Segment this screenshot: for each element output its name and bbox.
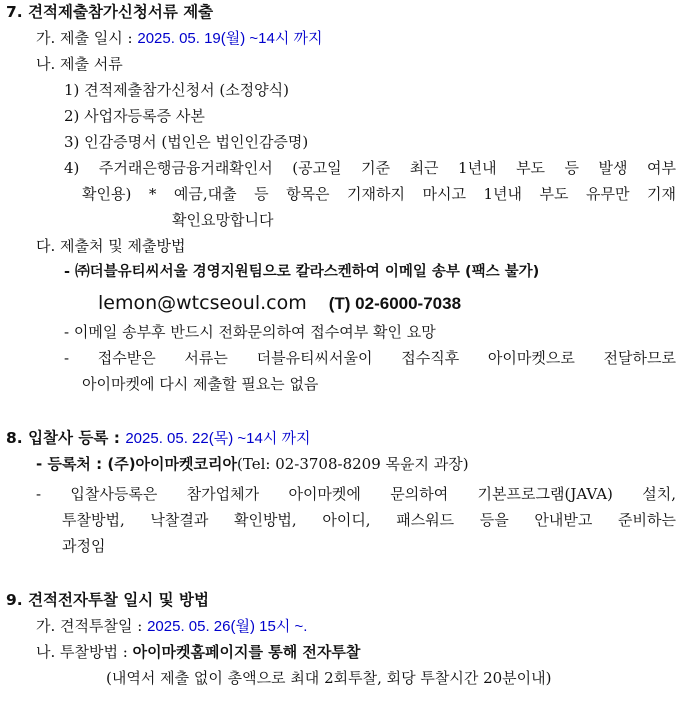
s8-register-place: - 등록처 : (주)아이마켓코리아 xyxy=(36,455,237,473)
s8-desc-2: 투찰방법, 낙찰결과 확인방법, 아이디, 패스워드 등을 안내받고 준비하는 xyxy=(62,511,676,529)
section-9-title: 9. 견적전자투찰 일시 및 방법 xyxy=(6,591,209,609)
s8-register-deadline: 2025. 05. 22(목) ~14시 까지 xyxy=(125,430,311,447)
s7-phone: (T) 02-6000-7038 xyxy=(328,294,462,313)
s7-submit-deadline: 2025. 05. 19(월) ~14시 까지 xyxy=(137,30,323,47)
s7-contact-line xyxy=(98,290,461,317)
s7-da-heading: 다. 제출처 및 제출방법 xyxy=(36,237,186,255)
s8-register-contact: (Tel: 02-3708-8209 목윤지 과장) xyxy=(237,455,469,473)
s7-doc-item-3: 3) 인감증명서 (법인은 법인인감증명) xyxy=(64,133,309,151)
s9-ga-label: 가. 견적투찰일 : xyxy=(36,617,148,635)
s8-title-label: 8. 입찰사 등록 : xyxy=(6,429,126,447)
s7-email: lemon@wtcseoul.com xyxy=(98,292,307,314)
s7-note-2: - 접수받은 서류는 더블유티씨서울이 접수직후 아이마켓으로 전달하므로 xyxy=(64,349,676,367)
s7-note-2-cont: 아이마켓에 다시 제출할 필요는 없음 xyxy=(82,375,319,393)
s8-desc-1: - 입찰사등록은 참가업체가 아이마켓에 문의하여 기본프로그램(JAVA) 설치, xyxy=(36,485,676,503)
s9-bid-note: (내역서 제출 없이 총액으로 최대 2회투찰, 회당 투찰시간 20분이내) xyxy=(106,669,552,687)
s9-ga-line xyxy=(36,616,307,637)
s7-ga-label: 가. 제출 일시 : xyxy=(36,29,138,47)
s7-note-1: - 이메일 송부후 반드시 전화문의하여 접수여부 확인 요망 xyxy=(64,323,436,341)
s7-ga-line xyxy=(36,28,323,49)
s8-desc-3: 과정임 xyxy=(62,537,106,555)
s8-register-line xyxy=(36,454,469,474)
s7-na-heading: 나. 제출 서류 xyxy=(36,55,123,73)
s9-na-line xyxy=(36,642,360,662)
s7-submit-method: - ㈜더블유티씨서울 경영지원팀으로 칼라스켄하여 이메일 송부 (팩스 불가) xyxy=(64,264,540,280)
s9-bid-date: 2025. 05. 26(월) 15시 ~. xyxy=(147,618,308,635)
section-7-title: 7. 견적제출참가신청서류 제출 xyxy=(6,3,214,21)
s9-bid-method: 아이마켓홈페이지를 통해 전자투찰 xyxy=(132,643,361,661)
s7-doc-item-4-cont2: 확인요망합니다 xyxy=(172,211,274,229)
s7-doc-item-2: 2) 사업자등록증 사본 xyxy=(64,107,205,125)
s9-na-label: 나. 투찰방법 : xyxy=(36,643,133,661)
s7-doc-item-1: 1) 견적제출참가신청서 (소정양식) xyxy=(64,81,290,99)
s7-doc-item-4-cont: 확인용) * 예금,대출 등 항목은 기재하지 마시고 1년내 부도 유무만 기재 xyxy=(82,185,676,203)
section-8-title xyxy=(6,428,310,449)
s7-doc-item-4: 4) 주거래은행금융거래확인서 (공고일 기준 최근 1년내 부도 등 발생 여부 xyxy=(64,159,676,177)
